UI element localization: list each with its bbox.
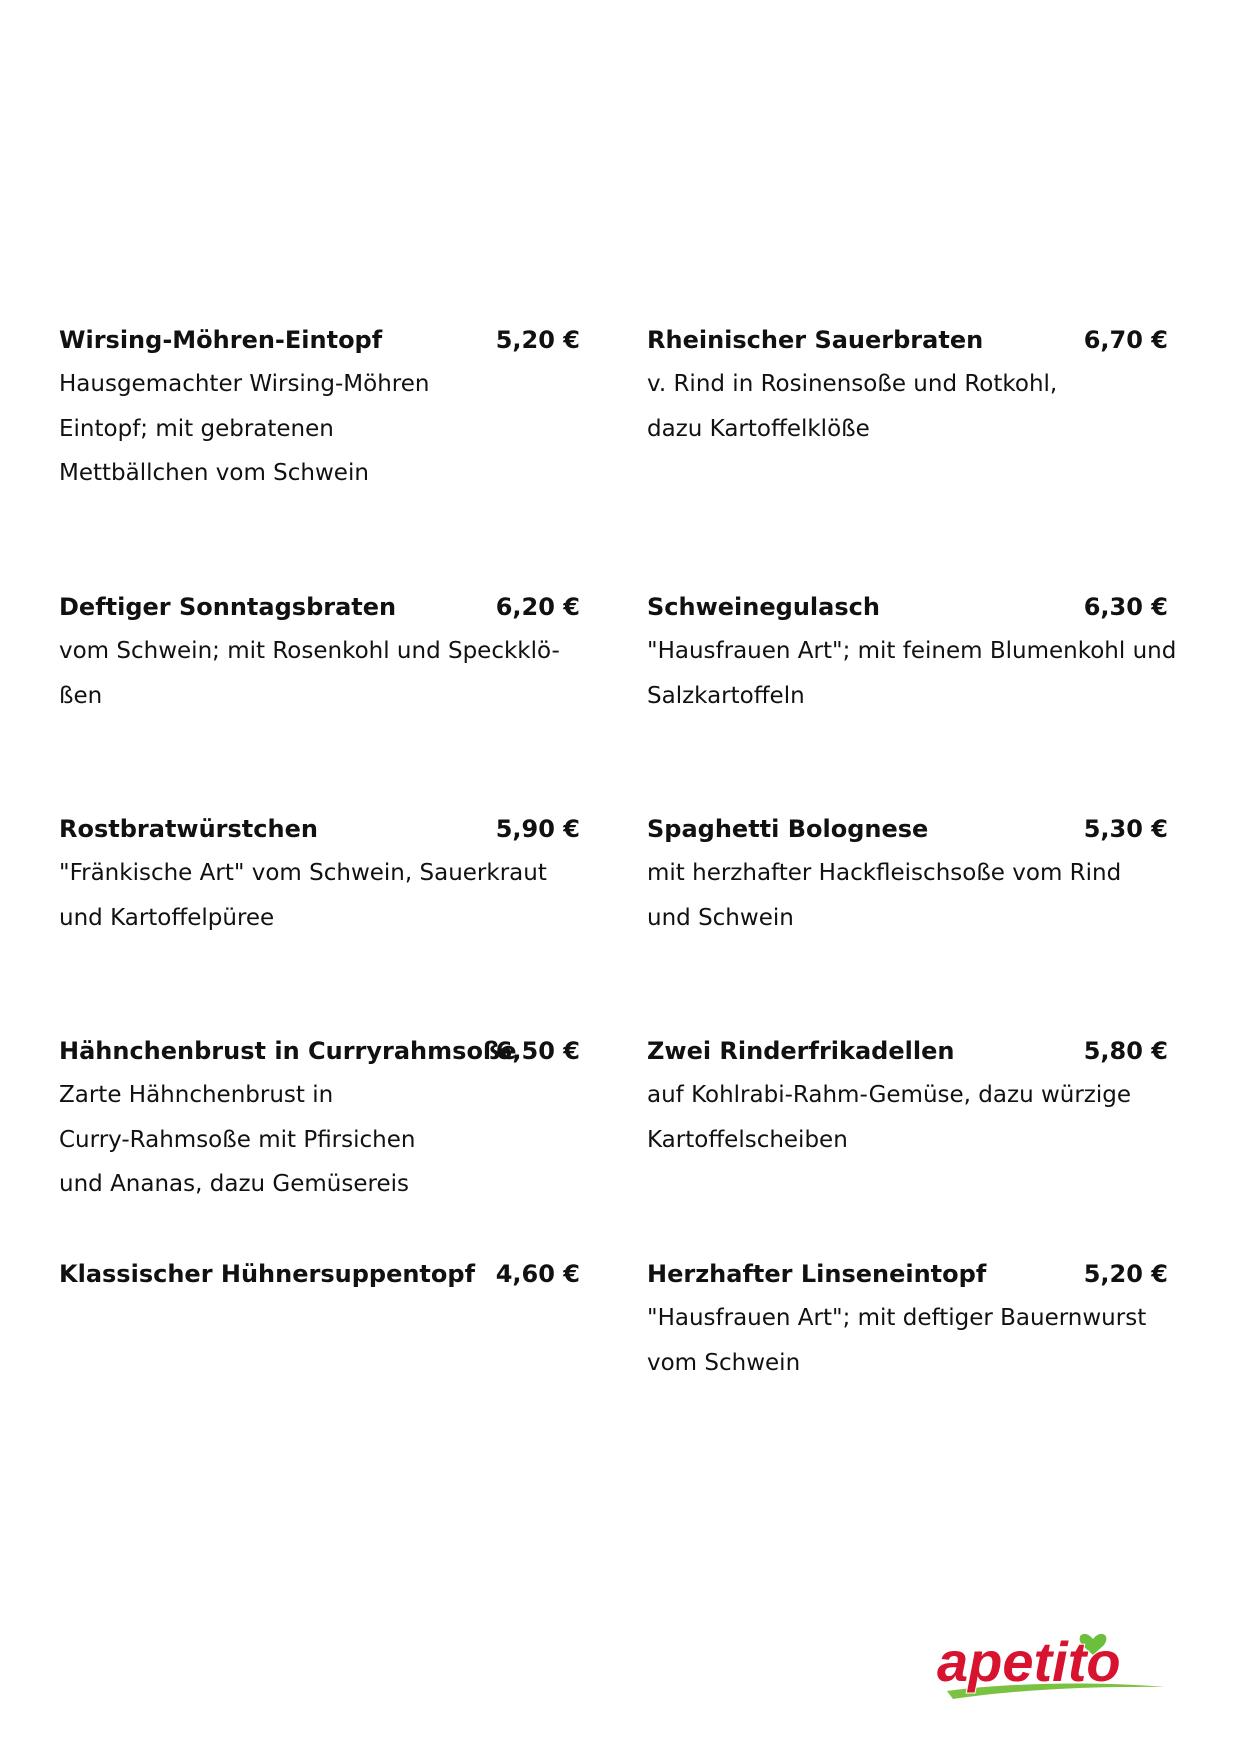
description-line: "Hausfrauen Art"; mit deftiger Bauernwurst bbox=[647, 1305, 1147, 1331]
description-line: auf Kohlrabi-Rahm-Gemüse, dazu würzige bbox=[647, 1082, 1132, 1108]
dish-price: 5,20 € bbox=[1083, 1260, 1168, 1288]
dish-name: Wirsing-Möhren-Eintopf bbox=[59, 326, 383, 354]
menu-item-spaghetti-bolognese bbox=[647, 807, 1168, 940]
description-line: v. Rind in Rosinensoße und Rotkohl, bbox=[647, 371, 1058, 397]
menu-item-klassischer-huehnersuppentopf bbox=[59, 1252, 580, 1296]
dish-name: Hähnchenbrust in Curryrahmsoße bbox=[59, 1037, 517, 1065]
description-line: mit herzhafter Hackfleischsoße vom Rind bbox=[647, 860, 1122, 886]
dish-name: Herzhafter Linseneintopf bbox=[647, 1260, 987, 1288]
dish-name: Zwei Rinderfrikadellen bbox=[647, 1037, 955, 1065]
description-line: "Fränkische Art" vom Schwein, Sauerkraut bbox=[59, 860, 547, 886]
menu-item-rheinischer-sauerbraten bbox=[647, 318, 1168, 451]
dish-price: 5,90 € bbox=[495, 815, 580, 843]
dish-description bbox=[59, 851, 580, 940]
description-line: Salzkartoffeln bbox=[647, 682, 805, 709]
menu-item-wirsing-moehren-eintopf bbox=[59, 318, 580, 496]
description-line: und Kartoffelpüree bbox=[59, 904, 275, 931]
dish-name: Rostbratwürstchen bbox=[59, 815, 318, 843]
dish-description bbox=[59, 362, 580, 496]
apetito-wordmark: apetito bbox=[937, 1630, 1121, 1693]
dish-price: 5,80 € bbox=[1083, 1037, 1168, 1065]
menu-item-haehnchenbrust-curryrahmsosse bbox=[59, 1029, 580, 1207]
dish-description bbox=[647, 629, 1177, 718]
dish-name: Deftiger Sonntagsbraten bbox=[59, 593, 397, 621]
dish-description bbox=[647, 1073, 1168, 1162]
dish-description bbox=[647, 1296, 1168, 1385]
menu-item-rostbratwuerstchen bbox=[59, 807, 580, 940]
dish-description bbox=[647, 362, 1168, 451]
dish-price: 6,30 € bbox=[1083, 593, 1168, 621]
dish-description bbox=[59, 1073, 580, 1207]
description-line: dazu Kartoffelklöße bbox=[647, 415, 870, 442]
dish-price: 6,50 € bbox=[495, 1037, 580, 1065]
dish-price: 6,20 € bbox=[495, 593, 580, 621]
description-line: und Schwein bbox=[647, 904, 794, 931]
dish-price: 4,60 € bbox=[495, 1260, 580, 1288]
dish-name: Schweinegulasch bbox=[647, 593, 880, 621]
dish-price: 5,30 € bbox=[1083, 815, 1168, 843]
menu-item-zwei-rinderfrikadellen bbox=[647, 1029, 1168, 1162]
description-line: "Hausfrauen Art"; mit feinem Blumenkohl und bbox=[647, 638, 1177, 664]
description-line: vom Schwein; mit Rosenkohl und Speckklö- bbox=[59, 638, 560, 664]
description-line: Curry-Rahmsoße mit Pfirsichen bbox=[59, 1126, 416, 1153]
apetito-logo bbox=[925, 1625, 1175, 1705]
dish-description bbox=[59, 629, 580, 718]
description-line: Zarte Hähnchenbrust in bbox=[59, 1082, 334, 1108]
menu-item-herzhafter-linseneintopf bbox=[647, 1252, 1168, 1385]
description-line: Mettbällchen vom Schwein bbox=[59, 460, 369, 486]
description-line: Eintopf; mit gebratenen bbox=[59, 415, 334, 442]
description-line: und Ananas, dazu Gemüsereis bbox=[59, 1171, 409, 1197]
menu-item-schweinegulasch bbox=[647, 585, 1177, 718]
dish-name: Spaghetti Bolognese bbox=[647, 815, 929, 843]
apetito-logo-graphic bbox=[925, 1625, 1175, 1705]
dish-name: Klassischer Hühnersuppentopf bbox=[59, 1260, 476, 1288]
dish-price: 5,20 € bbox=[495, 326, 580, 354]
description-line: Hausgemachter Wirsing-Möhren bbox=[59, 371, 430, 397]
description-line: ßen bbox=[59, 682, 103, 709]
description-line: vom Schwein bbox=[647, 1349, 801, 1376]
dish-price: 6,70 € bbox=[1083, 326, 1168, 354]
description-line: Kartoffelscheiben bbox=[647, 1126, 848, 1153]
dish-description bbox=[647, 851, 1168, 940]
menu-item-deftiger-sonntagsbraten bbox=[59, 585, 580, 718]
dish-name: Rheinischer Sauerbraten bbox=[647, 326, 984, 354]
